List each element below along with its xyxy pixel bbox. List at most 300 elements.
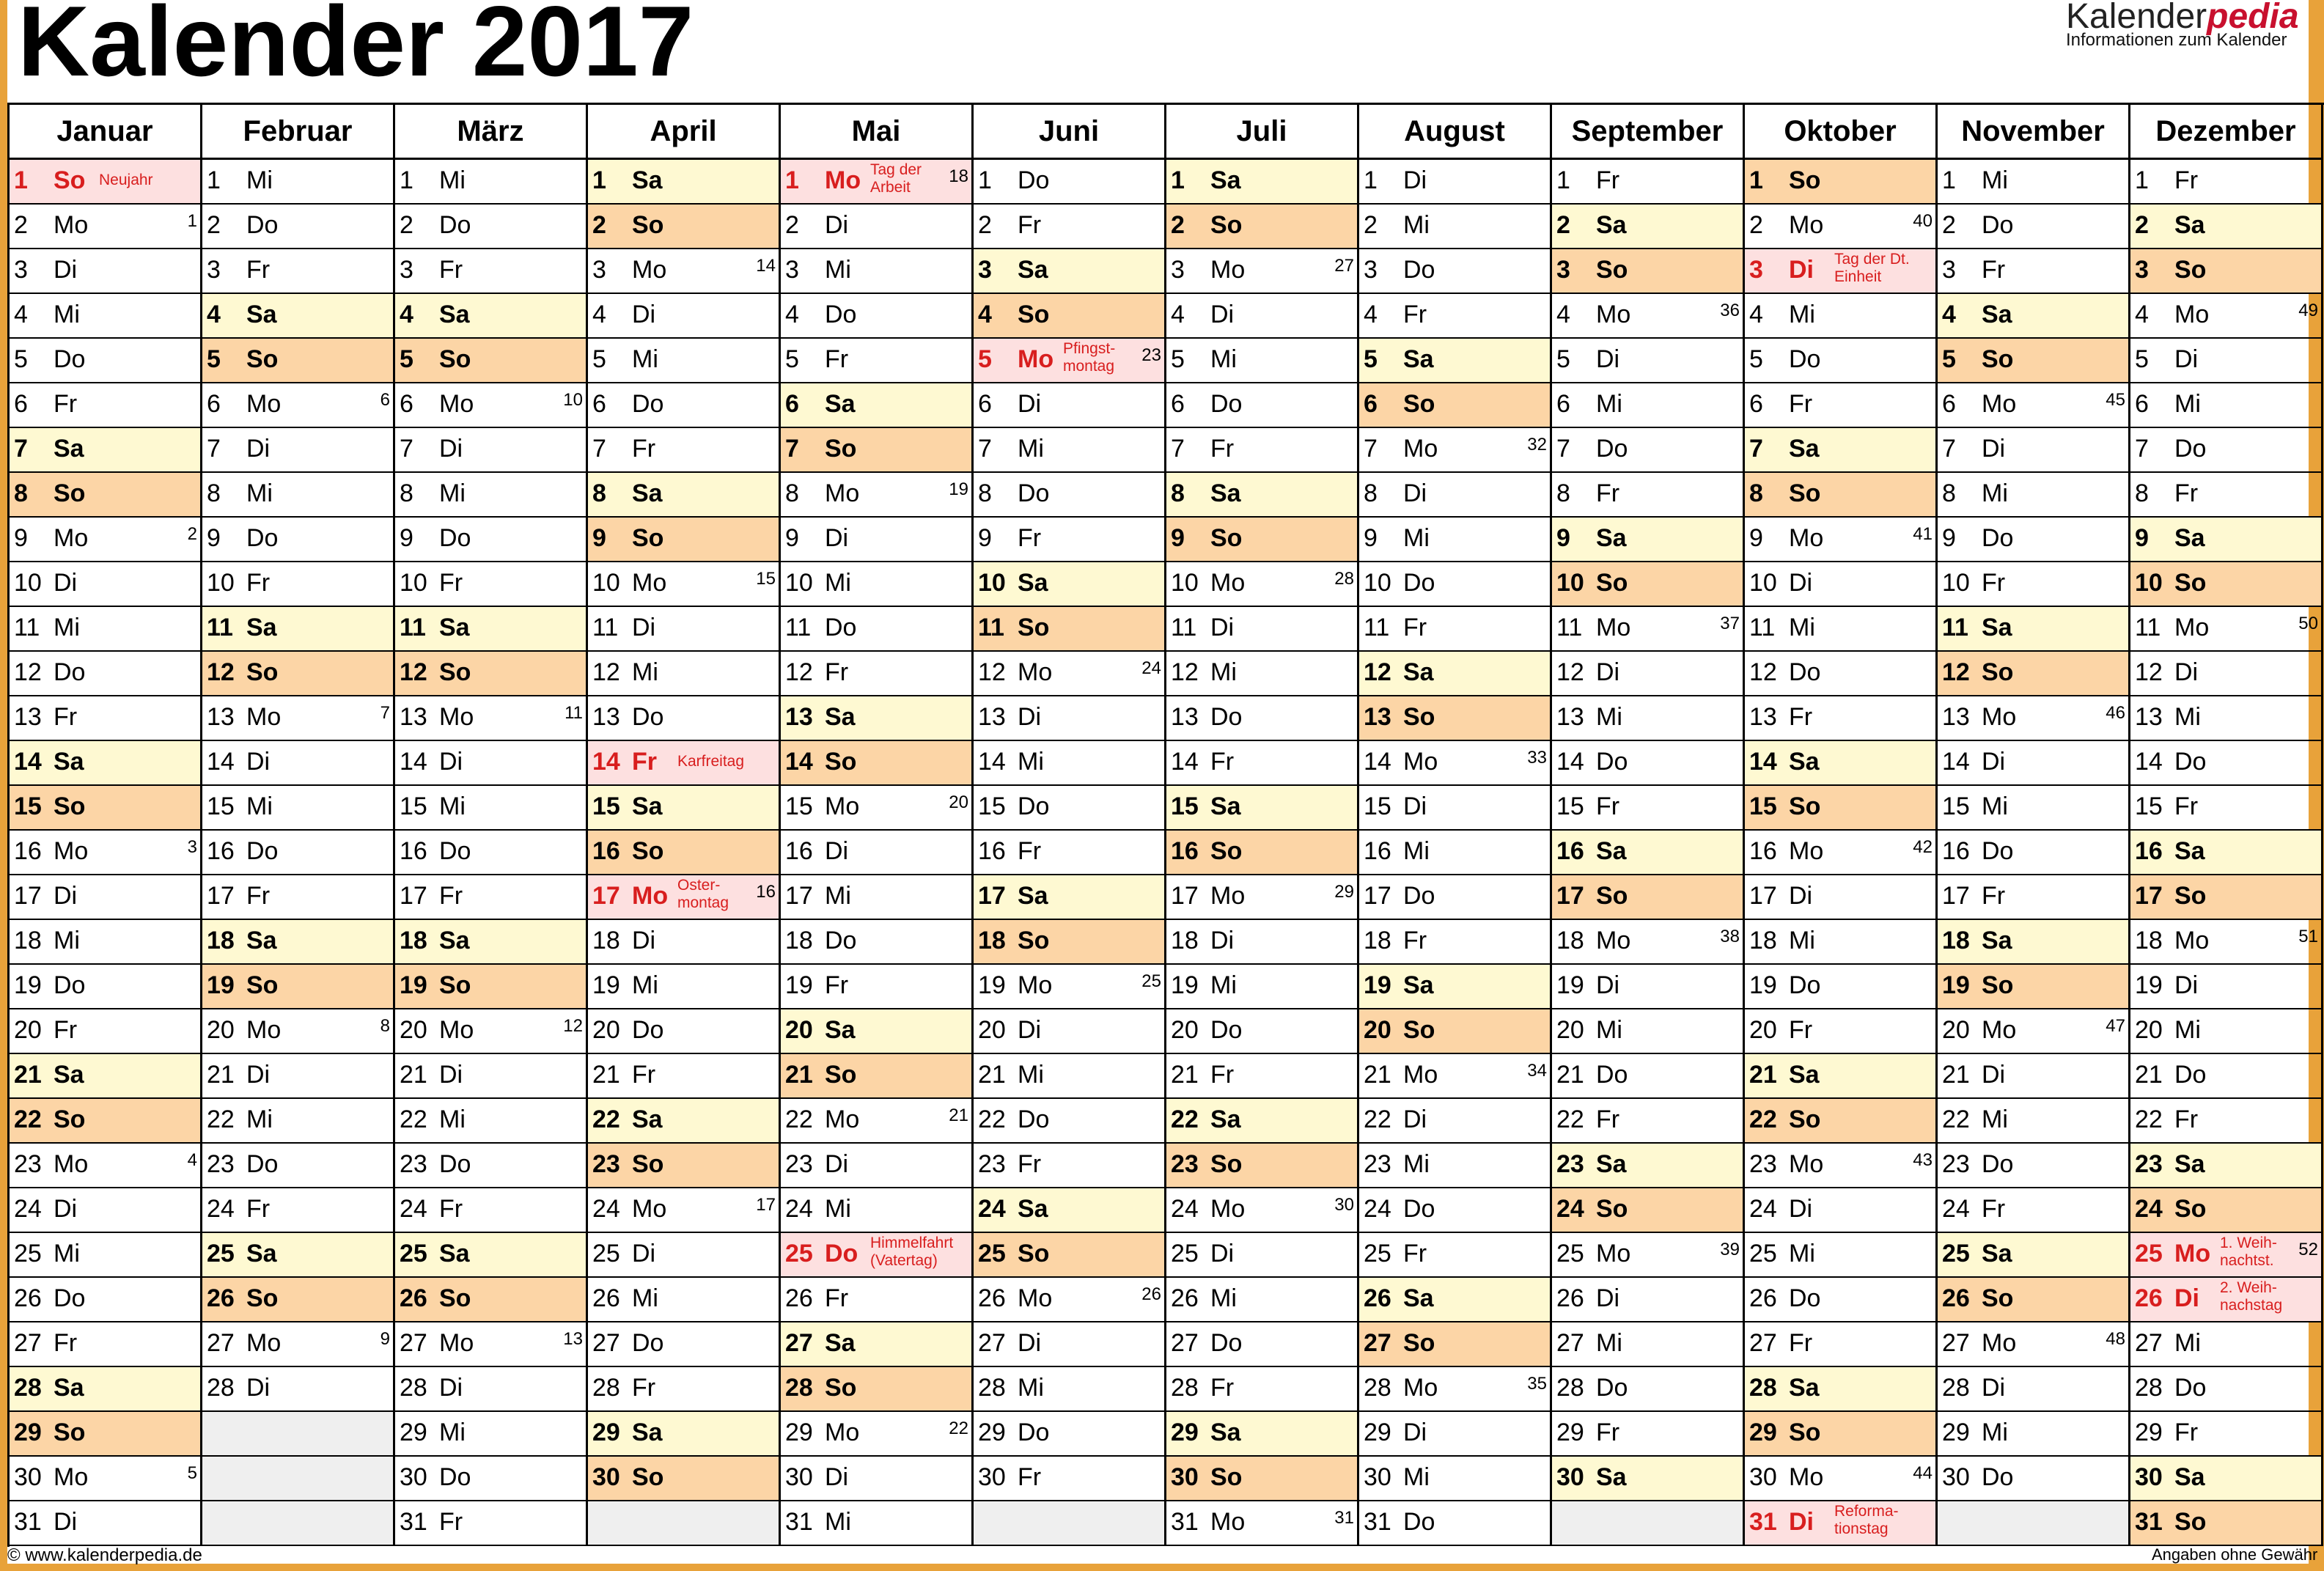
day-cell (1745, 965, 1938, 1009)
weekday-label: Mi (1018, 1374, 1044, 1402)
weekday-label: Mi (1789, 1240, 1815, 1268)
weekday-label: Di (1403, 479, 1427, 507)
day-number: 3 (592, 256, 606, 284)
day-number: 15 (1556, 792, 1584, 820)
day-number: 18 (207, 927, 235, 954)
week-number: 42 (1913, 837, 1933, 857)
weekday-label: So (54, 479, 86, 507)
day-cell (395, 1144, 588, 1188)
day-cell (2130, 741, 2323, 786)
month-header: Juli (1166, 105, 1359, 160)
day-cell (588, 1457, 781, 1501)
day-cell (2130, 205, 2323, 249)
brand-subtitle: Informationen zum Kalender (2066, 30, 2287, 50)
day-number: 10 (978, 569, 1006, 597)
day-cell (1359, 1009, 1552, 1054)
day-cell (974, 831, 1166, 875)
day-number: 25 (1171, 1240, 1199, 1268)
day-cell (202, 1009, 395, 1054)
day-cell (974, 1233, 1166, 1278)
weekday-label: Sa (1018, 882, 1048, 910)
weekday-label: Mo (439, 703, 474, 731)
day-number: 20 (978, 1016, 1006, 1044)
day-cell (395, 249, 588, 294)
day-number: 20 (1171, 1016, 1199, 1044)
weekday-label: So (632, 211, 664, 239)
day-number: 16 (2135, 837, 2163, 865)
day-cell (974, 1144, 1166, 1188)
day-cell (974, 920, 1166, 965)
day-number: 21 (400, 1061, 427, 1089)
weekday-label: Di (1982, 1374, 2006, 1402)
day-number: 29 (400, 1419, 427, 1446)
day-cell (1166, 1278, 1359, 1322)
day-number: 24 (207, 1195, 235, 1223)
calendar-page (7, 0, 2318, 1565)
weekday-label: Do (1403, 882, 1435, 910)
weekday-label: Di (1018, 1329, 1042, 1357)
day-cell (1745, 383, 1938, 428)
day-number: 24 (1749, 1195, 1777, 1223)
weekday-label: Sa (632, 1419, 663, 1446)
day-number: 9 (1364, 524, 1378, 552)
weekday-label: Mi (439, 166, 466, 194)
weekday-label: Do (1018, 1105, 1050, 1133)
day-cell (2130, 383, 2323, 428)
weekday-label: Sa (54, 748, 84, 776)
weekday-label: Mi (2174, 1016, 2201, 1044)
weekday-label: Do (825, 1240, 858, 1268)
month-column (974, 105, 1166, 1547)
weekday-label: Mo (825, 792, 860, 820)
day-number: 23 (207, 1150, 235, 1178)
day-cell (1552, 205, 1745, 249)
week-number: 6 (380, 390, 390, 410)
day-cell (395, 831, 588, 875)
day-number: 30 (785, 1463, 813, 1491)
day-number: 17 (1942, 882, 1970, 910)
day-cell (2130, 1367, 2323, 1412)
day-number: 5 (1171, 345, 1185, 373)
weekday-label: Mo (632, 569, 667, 597)
day-cell (10, 652, 202, 696)
day-cell (395, 1501, 588, 1546)
day-cell (202, 831, 395, 875)
day-cell (1166, 1233, 1359, 1278)
weekday-label: Mo (1403, 1374, 1438, 1402)
weekday-label: Sa (2174, 1150, 2205, 1178)
day-cell (1166, 1322, 1359, 1367)
weekday-label: Di (54, 256, 78, 284)
day-cell (395, 741, 588, 786)
day-number: 11 (207, 614, 233, 641)
day-number: 17 (1749, 882, 1777, 910)
day-cell (1552, 339, 1745, 383)
week-number: 34 (1527, 1061, 1547, 1081)
day-cell (10, 383, 202, 428)
weekday-label: So (1789, 792, 1821, 820)
weekday-label: Mi (1403, 1150, 1430, 1178)
day-cell (1552, 160, 1745, 205)
day-number: 17 (2135, 882, 2163, 910)
day-cell (781, 249, 974, 294)
day-cell (395, 1278, 588, 1322)
day-cell (395, 1367, 588, 1412)
weekday-label: Do (1018, 792, 1050, 820)
day-cell (1745, 518, 1938, 562)
day-cell (781, 786, 974, 831)
day-cell (202, 741, 395, 786)
day-cell (1359, 1099, 1552, 1144)
empty-cell (1938, 1501, 2130, 1546)
day-cell (781, 920, 974, 965)
day-cell (588, 339, 781, 383)
day-cell (1359, 1233, 1552, 1278)
weekday-label: Mo (1403, 435, 1438, 463)
day-number: 3 (1942, 256, 1956, 284)
day-number: 21 (1749, 1061, 1777, 1089)
day-cell (1938, 473, 2130, 518)
weekday-label: Di (2174, 345, 2199, 373)
weekday-label: So (439, 658, 471, 686)
weekday-label: Mi (246, 479, 273, 507)
day-number: 15 (1749, 792, 1777, 820)
weekday-label: Mi (246, 1105, 273, 1133)
weekday-label: So (1596, 256, 1628, 284)
week-number: 10 (563, 390, 583, 410)
weekday-label: Sa (2174, 837, 2205, 865)
day-number: 28 (1556, 1374, 1584, 1402)
day-cell (2130, 1412, 2323, 1457)
weekday-label: Mo (1982, 703, 2017, 731)
weekday-label: Mi (1210, 971, 1237, 999)
weekday-label: Di (1982, 1061, 2006, 1089)
day-cell (1552, 831, 1745, 875)
day-cell (1938, 920, 2130, 965)
weekday-label: Fr (1789, 390, 1813, 418)
weekday-label: Fr (1596, 479, 1620, 507)
day-cell (10, 1054, 202, 1099)
day-cell (588, 1278, 781, 1322)
day-number: 17 (1556, 882, 1584, 910)
day-number: 18 (14, 927, 42, 954)
weekday-label: So (246, 971, 279, 999)
day-cell (1745, 1412, 1938, 1457)
day-cell (1745, 1144, 1938, 1188)
day-cell (202, 428, 395, 473)
weekday-label: So (1789, 1419, 1821, 1446)
weekday-label: So (825, 435, 857, 463)
weekday-label: Fr (1018, 524, 1042, 552)
weekday-label: Do (1403, 569, 1435, 597)
day-number: 5 (592, 345, 606, 373)
day-cell (2130, 875, 2323, 920)
day-cell (1552, 473, 1745, 518)
day-number: 19 (14, 971, 42, 999)
day-number: 2 (207, 211, 221, 239)
weekday-label: Mi (825, 1195, 851, 1223)
weekday-label: Di (825, 1463, 849, 1491)
weekday-label: So (1982, 658, 2014, 686)
day-number: 18 (1171, 927, 1199, 954)
day-number: 14 (1749, 748, 1777, 776)
day-number: 1 (1364, 166, 1378, 194)
day-cell (1552, 1367, 1745, 1412)
weekday-label: Di (1596, 658, 1620, 686)
day-cell (202, 1188, 395, 1233)
weekday-label: Do (439, 1463, 471, 1491)
day-number: 8 (14, 479, 28, 507)
day-cell (202, 249, 395, 294)
day-cell (1166, 741, 1359, 786)
day-cell (781, 1233, 974, 1278)
day-cell (781, 428, 974, 473)
weekday-label: So (1596, 882, 1628, 910)
day-cell (202, 786, 395, 831)
day-number: 11 (1171, 614, 1197, 641)
day-cell (1359, 965, 1552, 1009)
day-number: 22 (2135, 1105, 2163, 1133)
day-number: 4 (592, 301, 606, 328)
day-cell (1938, 562, 2130, 607)
weekday-label: Mi (1982, 1419, 2008, 1446)
day-cell (588, 1412, 781, 1457)
weekday-label: Di (246, 1061, 271, 1089)
day-cell (781, 965, 974, 1009)
day-cell (1552, 1278, 1745, 1322)
day-number: 19 (1364, 971, 1391, 999)
month-header: August (1359, 105, 1552, 160)
week-number: 36 (1720, 301, 1740, 320)
day-number: 3 (207, 256, 221, 284)
day-number: 22 (1171, 1105, 1199, 1133)
day-cell (1552, 1144, 1745, 1188)
day-number: 22 (1942, 1105, 1970, 1133)
day-cell (1166, 696, 1359, 741)
weekday-label: Sa (246, 927, 277, 954)
day-number: 18 (1364, 927, 1391, 954)
day-cell (781, 1099, 974, 1144)
day-number: 8 (1556, 479, 1570, 507)
day-cell (10, 1457, 202, 1501)
day-cell (1359, 383, 1552, 428)
day-cell (2130, 920, 2323, 965)
empty-cell (974, 1501, 1166, 1546)
day-cell (1359, 294, 1552, 339)
day-number: 4 (14, 301, 28, 328)
weekday-label: Fr (54, 390, 78, 418)
day-number: 14 (1171, 748, 1199, 776)
weekday-label: Sa (439, 301, 470, 328)
day-number: 19 (978, 971, 1006, 999)
weekday-label: Mo (1210, 569, 1246, 597)
weekday-label: Mo (825, 166, 861, 194)
weekday-label: Mi (2174, 703, 2201, 731)
weekday-label: Fr (246, 256, 271, 284)
day-cell (588, 1188, 781, 1233)
day-number: 27 (1364, 1329, 1391, 1357)
day-cell (10, 1233, 202, 1278)
weekday-label: Mo (2174, 614, 2210, 641)
day-number: 8 (1364, 479, 1378, 507)
weekday-label: Mo (246, 1329, 282, 1357)
weekday-label: Fr (825, 658, 849, 686)
day-cell (1745, 1367, 1938, 1412)
weekday-label: Do (1789, 345, 1821, 373)
day-number: 30 (1942, 1463, 1970, 1491)
day-cell (202, 383, 395, 428)
day-number: 16 (592, 837, 620, 865)
weekday-label: Mi (1018, 1061, 1044, 1089)
day-number: 22 (1364, 1105, 1391, 1133)
day-cell (588, 875, 781, 920)
day-number: 3 (14, 256, 28, 284)
weekday-label: Do (246, 1150, 279, 1178)
day-number: 23 (400, 1150, 427, 1178)
week-number: 25 (1141, 971, 1161, 991)
day-cell (395, 607, 588, 652)
weekday-label: So (1210, 1463, 1243, 1491)
weekday-label: Fr (1982, 569, 2006, 597)
weekday-label: Sa (1018, 256, 1048, 284)
weekday-label: Do (2174, 1061, 2207, 1089)
weekday-label: Sa (2174, 1463, 2205, 1491)
weekday-label: So (1403, 1016, 1435, 1044)
weekday-label: Sa (54, 1061, 84, 1089)
day-cell (588, 1099, 781, 1144)
day-cell (202, 205, 395, 249)
weekday-label: Fr (2174, 1105, 2199, 1133)
weekday-label: So (1210, 524, 1243, 552)
day-number: 30 (592, 1463, 620, 1491)
weekday-label: Sa (1210, 792, 1241, 820)
day-cell (1938, 1054, 2130, 1099)
day-number: 15 (400, 792, 427, 820)
page-title: Kalender 2017 (18, 0, 694, 97)
weekday-label: Di (1210, 614, 1235, 641)
weekday-label: Do (246, 837, 279, 865)
day-number: 13 (1942, 703, 1970, 731)
weekday-label: Mo (1789, 1463, 1824, 1491)
day-number: 16 (1171, 837, 1199, 865)
weekday-label: Sa (246, 301, 277, 328)
day-number: 8 (207, 479, 221, 507)
weekday-label: Di (825, 837, 849, 865)
day-cell (1552, 1099, 1745, 1144)
weekday-label: Mi (1018, 435, 1044, 463)
weekday-label: So (439, 345, 471, 373)
day-number: 1 (1942, 166, 1956, 194)
weekday-label: Di (1018, 390, 1042, 418)
month-column (781, 105, 974, 1547)
day-number: 16 (400, 837, 427, 865)
weekday-label: So (1982, 345, 2014, 373)
day-number: 2 (1171, 211, 1185, 239)
day-cell (1552, 875, 1745, 920)
day-cell (202, 518, 395, 562)
day-number: 4 (785, 301, 799, 328)
day-cell (1938, 1099, 2130, 1144)
weekday-label: Di (1982, 748, 2006, 776)
week-number: 20 (949, 792, 968, 812)
weekday-label: Mo (2174, 301, 2210, 328)
day-cell (974, 428, 1166, 473)
weekday-label: Mi (1596, 1329, 1622, 1357)
day-number: 18 (1556, 927, 1584, 954)
weekday-label: Di (1789, 1508, 1814, 1536)
weekday-label: Mo (1210, 1195, 1246, 1223)
day-number: 25 (2135, 1240, 2163, 1268)
day-number: 23 (592, 1150, 620, 1178)
day-number: 11 (978, 614, 1004, 641)
day-cell (1745, 1457, 1938, 1501)
empty-cell (588, 1501, 781, 1546)
day-cell (1938, 249, 2130, 294)
day-cell (2130, 473, 2323, 518)
day-cell (202, 920, 395, 965)
day-number: 10 (1749, 569, 1777, 597)
day-number: 30 (400, 1463, 427, 1491)
day-number: 12 (1364, 658, 1391, 686)
day-number: 3 (1364, 256, 1378, 284)
day-cell (974, 205, 1166, 249)
day-number: 28 (592, 1374, 620, 1402)
weekday-label: Sa (1982, 927, 2012, 954)
weekday-label: Mi (54, 927, 80, 954)
day-number: 13 (2135, 703, 2163, 731)
day-number: 1 (785, 166, 799, 194)
day-number: 10 (785, 569, 813, 597)
week-number: 4 (187, 1150, 197, 1170)
weekday-label: Sa (2174, 524, 2205, 552)
day-number: 30 (1749, 1463, 1777, 1491)
weekday-label: Sa (54, 435, 84, 463)
weekday-label: Fr (246, 1195, 271, 1223)
day-number: 27 (400, 1329, 427, 1357)
weekday-label: Mo (1403, 748, 1438, 776)
weekday-label: Do (2174, 435, 2207, 463)
day-number: 15 (1942, 792, 1970, 820)
day-number: 6 (14, 390, 28, 418)
week-number: 24 (1141, 658, 1161, 678)
day-cell (1166, 652, 1359, 696)
day-cell (781, 339, 974, 383)
day-number: 3 (1749, 256, 1763, 284)
day-number: 20 (400, 1016, 427, 1044)
weekday-label: Mo (54, 837, 89, 865)
footer-copyright: © www.kalenderpedia.de (7, 1545, 202, 1565)
day-number: 5 (1364, 345, 1378, 373)
weekday-label: Fr (1210, 748, 1235, 776)
day-cell (781, 1457, 974, 1501)
week-number: 50 (2298, 614, 2318, 633)
weekday-label: So (54, 1105, 86, 1133)
weekday-label: Do (1982, 524, 2014, 552)
weekday-label: Sa (1210, 479, 1241, 507)
day-number: 8 (785, 479, 799, 507)
day-number: 25 (978, 1240, 1006, 1268)
day-cell (974, 1278, 1166, 1322)
day-number: 21 (592, 1061, 620, 1089)
day-cell (974, 1009, 1166, 1054)
day-cell (974, 1054, 1166, 1099)
weekday-label: Do (1596, 435, 1628, 463)
day-number: 23 (2135, 1150, 2163, 1178)
day-number: 26 (785, 1284, 813, 1312)
weekday-label: Fr (439, 1195, 463, 1223)
day-number: 16 (978, 837, 1006, 865)
day-cell (1359, 1322, 1552, 1367)
